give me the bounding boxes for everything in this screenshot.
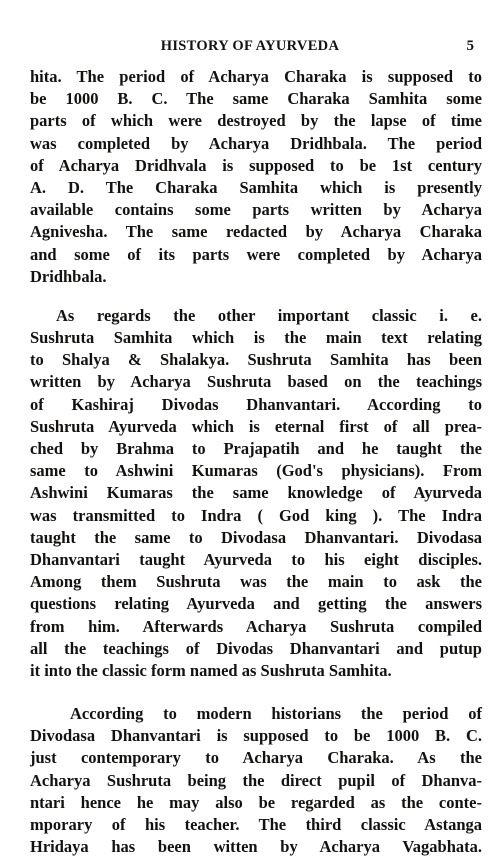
paragraph-charaka-period [30,66,482,288]
text-line: Among them Sushruta was the main to ask the [30,572,482,592]
text-line: Hridaya has been witten by Acharya Vagabhata. [30,837,482,857]
text-line: from him. Afterwards Acharya Sushruta compiled [30,616,482,636]
text-line: Agnivesha. The same redacted by Acharya Charaka [30,222,482,242]
text-line: it into the classic form named as Sushruta Samhita. [30,660,392,680]
text-line: Acharya Sushruta being the direct pupil of Dhanva- [30,770,482,790]
text-line: hita. The period of Acharya Charaka is supposed to [30,67,482,86]
text-line: all the teachings of Divodas Dhanvantari and putup [30,638,482,658]
text-line: As regards the other important classic i. e. [56,305,482,325]
text-line: According to modern historians the period of [70,704,482,724]
text-line: to Shalya & Shalakya. Sushruta Samhita has been [30,350,482,370]
page-number: 5 [466,38,474,54]
text-line: just contemporary to Acharya Charaka. As the [30,748,482,768]
text-line: Dridhbala. [30,266,107,286]
text-line: available contains some parts written by Acharya [30,200,482,220]
text-line: same to Ashwini Kumaras (God's physicians). From [30,461,482,481]
text-line: taught the same to Divodasa Dhanvantari. Divodasa [30,527,482,547]
text-line: A. D. The Charaka Samhita which is presently [30,177,482,197]
page-header [0,38,500,58]
text-line: was transmitted to Indra ( God king ). The Indra [30,505,482,525]
paragraph-sushruta-samhita [30,305,482,682]
paragraph-modern-historians [30,703,482,858]
text-line: Divodasa Dhanvantari is supposed to be 1000 B. C. [30,726,482,746]
text-line: ntari hence he may also be regarded as the conte- [30,792,482,812]
text-line: questions relating Ayurveda and getting the answers [30,594,482,614]
text-line: parts of which were destroyed by the lapse of time [30,111,482,131]
text-line: be 1000 B. C. The same Charaka Samhita some [30,89,482,109]
body-text [30,66,482,858]
text-line: Dhanvantari taught Ayurveda to his eight disciples. [30,549,482,569]
text-line: mporary of his teacher. The third classic Astanga [30,815,482,834]
text-line: of Kashiraj Divodas Dhanvantari. According to [30,394,482,414]
text-line: written by Acharya Sushruta based on the teachings [30,372,482,392]
text-line: Ashwini Kumaras the same knowledge of Ayurveda [30,483,482,503]
text-line: of Acharya Dridhvala is supposed to be 1st century [30,155,482,175]
text-line: and some of its parts were completed by Acharya [30,244,482,264]
text-line: was completed by Acharya Dridhbala. The period [30,133,482,153]
text-line: Sushruta Samhita which is the main text relating [30,328,482,348]
running-title: HISTORY OF AYURVEDA [160,38,340,54]
text-line: Sushruta Ayurveda which is eternal first of all prea- [30,416,482,436]
text-line: ched by Brahma to Prajapatih and he taught the [30,439,482,458]
